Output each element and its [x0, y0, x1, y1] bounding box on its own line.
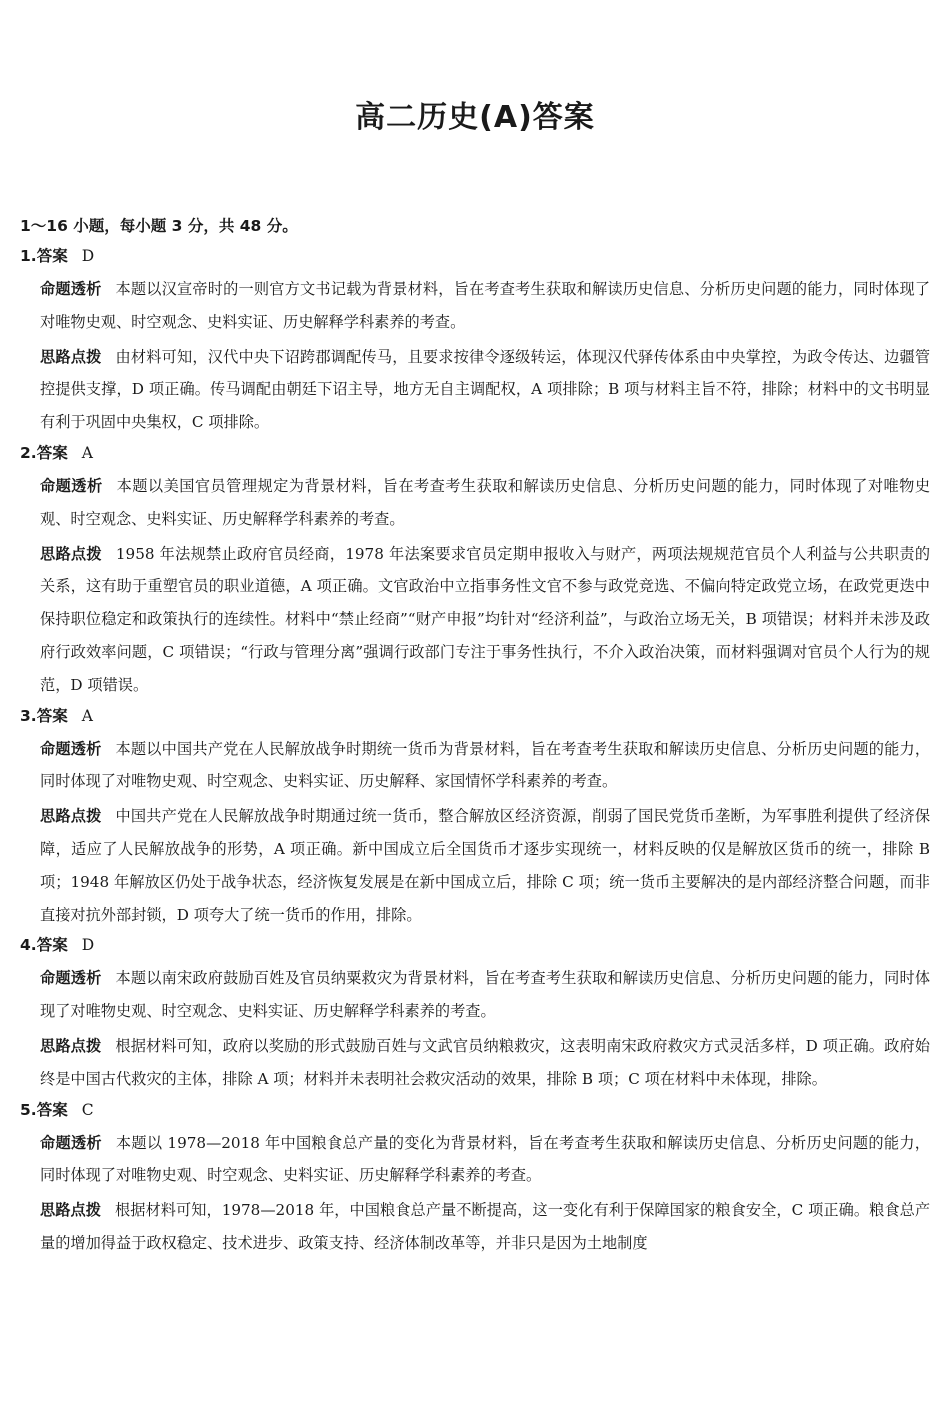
question-answer-line — [20, 702, 930, 733]
question-number: 4. — [20, 936, 37, 955]
analysis-paragraph — [40, 962, 930, 1028]
intro-line: 1～16 小题，每小题 3 分，共 48 分。 — [20, 217, 298, 235]
question-item — [20, 242, 930, 439]
hint-text: 中国共产党在人民解放战争时期通过统一货币，整合解放区经济资源，削弱了国民党货币垄断，为军事胜利提供了经济保障，适应了人民解放战争的形势，A 项正确。新中国成立后全国货币才逐步实现统一，材料反映的仅是解放区货币的统一，排除 B 项；1948 年解放区仍处于战争状态，经济恢复发展是在新中国成立后，排除 C 项；统一货币主要解决的是内部经济整合问题，而非直接对抗外部封锁，D 项夸大了统一货币的作用，排除。 — [40, 807, 931, 924]
analysis-text: 本题以中国共产党在人民解放战争时期统一货币为背景材料，旨在考查考生获取和解读历史信息、分析历史问题的能力，同时体现了对唯物史观、时空观念、史料实证、历史解释、家国情怀学科素养的考查。 — [40, 739, 931, 791]
hint-text: 根据材料可知，政府以奖励的形式鼓励百姓与文武官员纳粮救灾，这表明南宋政府救灾方式灵活多样，D 项正确。政府始终是中国古代救灾的主体，排除 A 项；材料并未表明社会救灾活动的效果，排除 B 项；C 项在材料中未体现，排除。 — [40, 1036, 930, 1088]
analysis-label: 命题透析 — [40, 476, 103, 495]
answer-value: D — [81, 247, 95, 265]
answer-value: A — [81, 443, 93, 462]
analysis-text: 本题以 1978—2018 年中国粮食总产量的变化为背景材料，旨在考查考生获取和解读历史信息、分析历史问题的能力，同时体现了对唯物史观、时空观念、史料实证、历史解释学科素养的考查。 — [40, 1133, 930, 1185]
answer-label: 答案 — [36, 1100, 68, 1119]
analysis-label: 命题透析 — [40, 739, 102, 758]
page-title: 高二历史(A)答案 — [355, 100, 595, 135]
analysis-paragraph — [40, 733, 930, 799]
analysis-text: 本题以汉宣帝时的一则官方文书记载为背景材料，旨在考查考生获取和解读历史信息、分析历史问题的能力，同时体现了对唯物史观、时空观念、史料实证、历史解释学科素养的考查。 — [40, 280, 931, 331]
analysis-paragraph — [40, 273, 930, 339]
analysis-label: 命题透析 — [40, 1133, 102, 1152]
hint-label: 思路点拨 — [40, 807, 102, 826]
question-item — [20, 1096, 930, 1260]
hint-text: 1958 年法规禁止政府官员经商，1978 年法案要求官员定期申报收入与财产，两项法规规范官员个人利益与公共职责的关系，这有助于重塑官员的职业道德，A 项正确。文官政治中立指事务性文官不参与政党竞选、不偏向特定政党立场，在政党更迭中保持职位稳定和政策执行的连续性。材料中“禁止经商”“财产申报”均针对“经济利益”，与政治立场无关，B 项错误；材料并未涉及政府行政效率问题，C 项错误；“行政与管理分离”强调行政部门专注于事务性执行，不介入政治决策，而材料强调对官员个人行为的规范，D 项错误。 — [40, 544, 931, 694]
answer-value: C — [81, 1100, 94, 1119]
question-item — [20, 702, 930, 932]
analysis-label: 命题透析 — [40, 969, 102, 988]
answer-value: A — [81, 706, 93, 725]
hint-label: 思路点拨 — [40, 1201, 101, 1220]
hint-paragraph — [40, 1194, 930, 1260]
hint-paragraph — [40, 1030, 930, 1096]
analysis-label: 命题透析 — [40, 280, 102, 298]
question-item — [20, 439, 930, 702]
hint-text: 根据材料可知，1978—2018 年，中国粮食总产量不断提高，这一变化有利于保障国家的粮食安全，C 项正确。粮食总产量的增加得益于政权稳定、技术进步、政策支持、经济体制改革等，并非只是因为土地制度 — [40, 1201, 931, 1252]
hint-paragraph — [40, 800, 930, 931]
analysis-paragraph — [40, 1127, 930, 1193]
question-answer-line — [20, 1096, 930, 1127]
answer-label: 答案 — [36, 936, 68, 955]
question-item — [20, 931, 930, 1095]
question-number: 2. — [20, 443, 37, 462]
question-number: 3. — [20, 706, 37, 725]
answer-label: 答案 — [36, 443, 68, 462]
hint-paragraph — [40, 538, 930, 702]
answer-value: D — [81, 936, 95, 955]
answer-label: 答案 — [36, 706, 68, 725]
question-answer-line — [20, 439, 930, 470]
question-answer-line — [20, 931, 930, 962]
answer-content — [20, 212, 930, 1260]
answer-label: 答案 — [36, 247, 68, 265]
question-number: 1. — [20, 247, 37, 265]
question-answer-line — [20, 242, 930, 273]
hint-label: 思路点拨 — [40, 544, 102, 563]
hint-paragraph — [40, 341, 930, 439]
hint-label: 思路点拨 — [40, 347, 102, 366]
analysis-paragraph — [40, 470, 930, 536]
question-number: 5. — [20, 1100, 37, 1119]
analysis-text: 本题以美国官员管理规定为背景材料，旨在考查考生获取和解读历史信息、分析历史问题的能力，同时体现了对唯物史观、时空观念、史料实证、历史解释学科素养的考查。 — [40, 476, 931, 528]
hint-label: 思路点拨 — [40, 1036, 102, 1055]
analysis-text: 本题以南宋政府鼓励百姓及官员纳粟救灾为背景材料，旨在考查考生获取和解读历史信息、分析历史问题的能力，同时体现了对唯物史观、时空观念、史料实证、历史解释学科素养的考查。 — [40, 969, 931, 1021]
hint-text: 由材料可知，汉代中央下诏跨郡调配传马，且要求按律令逐级转运，体现汉代驿传体系由中央掌控，为政令传达、边疆管控提供支撑，D 项正确。传马调配由朝廷下诏主导，地方无自主调配权，A 项排除；B 项与材料主旨不符，排除；材料中的文书明显有利于巩固中央集权，C 项排除。 — [40, 347, 931, 432]
